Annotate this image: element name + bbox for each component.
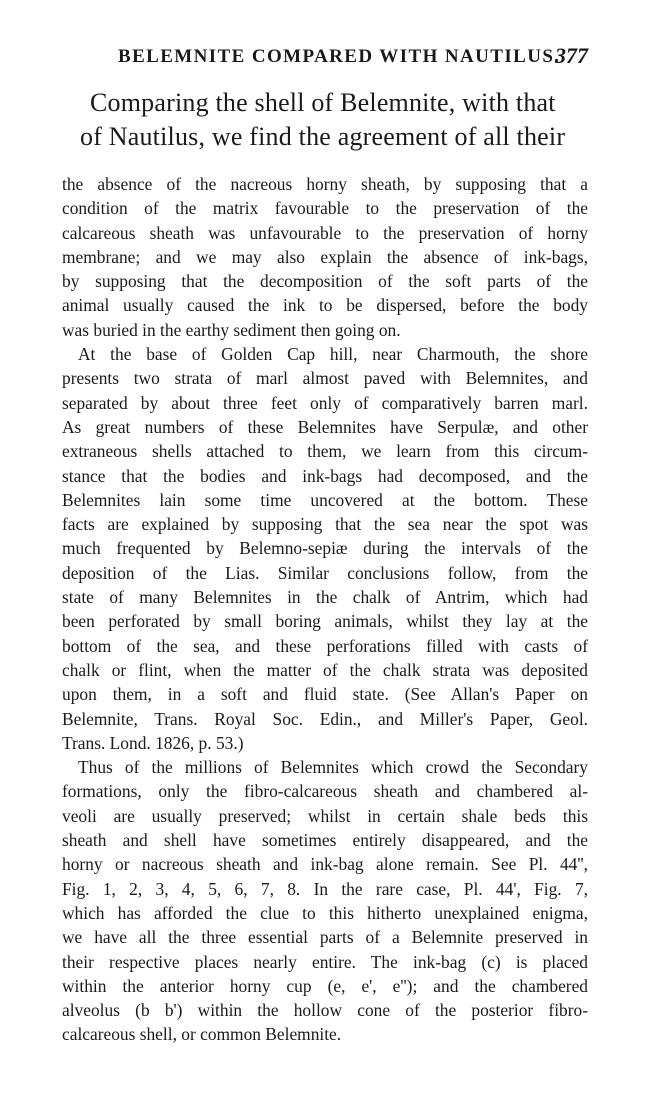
text-line: membrane; and we may also explain the absence of ink-bags,: [62, 246, 588, 267]
text-line: stance that the bodies and ink-bags had decomposed, and the: [62, 465, 588, 486]
headline-line: of Nautilus, we find the agreement of all their: [80, 122, 566, 151]
text-line: calcareous sheath was unfavourable to the preservation of horny: [62, 222, 588, 243]
body-text: [62, 172, 588, 1047]
running-title: BELEMNITE COMPARED WITH NAUTILUS.: [118, 46, 561, 67]
paragraph: [62, 755, 588, 1047]
text-line: Thus of the millions of Belemnites which crowd the Secondary: [78, 757, 588, 778]
text-line: within the anterior horny cup (e, e', e''); and the chambered: [62, 975, 588, 996]
text-line: bottom of the sea, and these perforations filled with casts of: [62, 635, 588, 656]
text-line: Fig. 1, 2, 3, 4, 5, 6, 7, 8. In the rare case, Pl. 44', Fig. 7,: [62, 878, 588, 899]
text-line: we have all the three essential parts of a Belemnite preserved in: [62, 927, 588, 948]
text-line: their respective places nearly entire. The ink-bag (c) is placed: [62, 951, 588, 972]
text-line: Belemnites lain some time uncovered at the bottom. These: [62, 489, 588, 510]
running-head: [118, 43, 588, 76]
text-line: deposition of the Lias. Similar conclusions follow, from the: [62, 562, 588, 583]
text-line: was buried in the earthy sediment then going on.: [62, 319, 401, 340]
text-line: calcareous shell, or common Belemnite.: [62, 1024, 342, 1045]
headline-line: Comparing the shell of Belemnite, with that: [90, 88, 556, 117]
text-line: which has afforded the clue to this hitherto unexplained enigma,: [62, 902, 588, 923]
text-line: animal usually caused the ink to be dispersed, before the body: [62, 295, 588, 316]
text-line: Belemnite, Trans. Royal Soc. Edin., and Miller's Paper, Geol.: [62, 708, 588, 729]
text-line: much frequented by Belemno-sepiæ during the intervals of the: [62, 538, 588, 559]
text-line: upon them, in a soft and fluid state. (See Allan's Paper on: [62, 684, 588, 705]
text-line: facts are explained by supposing that the sea near the spot was: [62, 514, 588, 535]
text-line: veoli are usually preserved; whilst in certain shale beds this: [62, 805, 588, 826]
text-line: the absence of the nacreous horny sheath, by supposing that a: [62, 174, 588, 194]
page-number: 377: [555, 43, 588, 68]
headline: [80, 86, 588, 154]
text-line: chalk or flint, when the matter of the chalk strata was deposited: [62, 659, 588, 680]
text-line: state of many Belemnites in the chalk of Antrim, which had: [62, 587, 588, 608]
text-line: formations, only the fibro-calcareous sheath and chambered al-: [62, 781, 588, 802]
text-line: by supposing that the decomposition of the soft parts of the: [62, 271, 588, 292]
text-line: Trans. Lond. 1826, p. 53.): [62, 732, 244, 753]
text-line: sheath and shell have sometimes entirely disappeared, and the: [62, 830, 588, 851]
paragraph: [62, 172, 588, 342]
text-line: been perforated by small boring animals, whilst they lay at the: [62, 611, 588, 632]
paragraph: [62, 342, 588, 755]
text-line: horny or nacreous sheath and ink-bag alone remain. See Pl. 44'',: [62, 854, 588, 875]
text-line: extraneous shells attached to them, we learn from this circum-: [62, 441, 588, 462]
text-line: As great numbers of these Belemnites have Serpulæ, and other: [62, 416, 588, 437]
text-line: presents two strata of marl almost paved with Belemnites, and: [62, 368, 588, 389]
text-line: separated by about three feet only of comparatively barren marl.: [62, 392, 588, 413]
text-line: At the base of Golden Cap hill, near Charmouth, the shore: [78, 344, 588, 365]
text-line: alveolus (b b') within the hollow cone of the posterior fibro-: [62, 1000, 588, 1021]
text-line: condition of the matrix favourable to the preservation of the: [62, 198, 588, 219]
